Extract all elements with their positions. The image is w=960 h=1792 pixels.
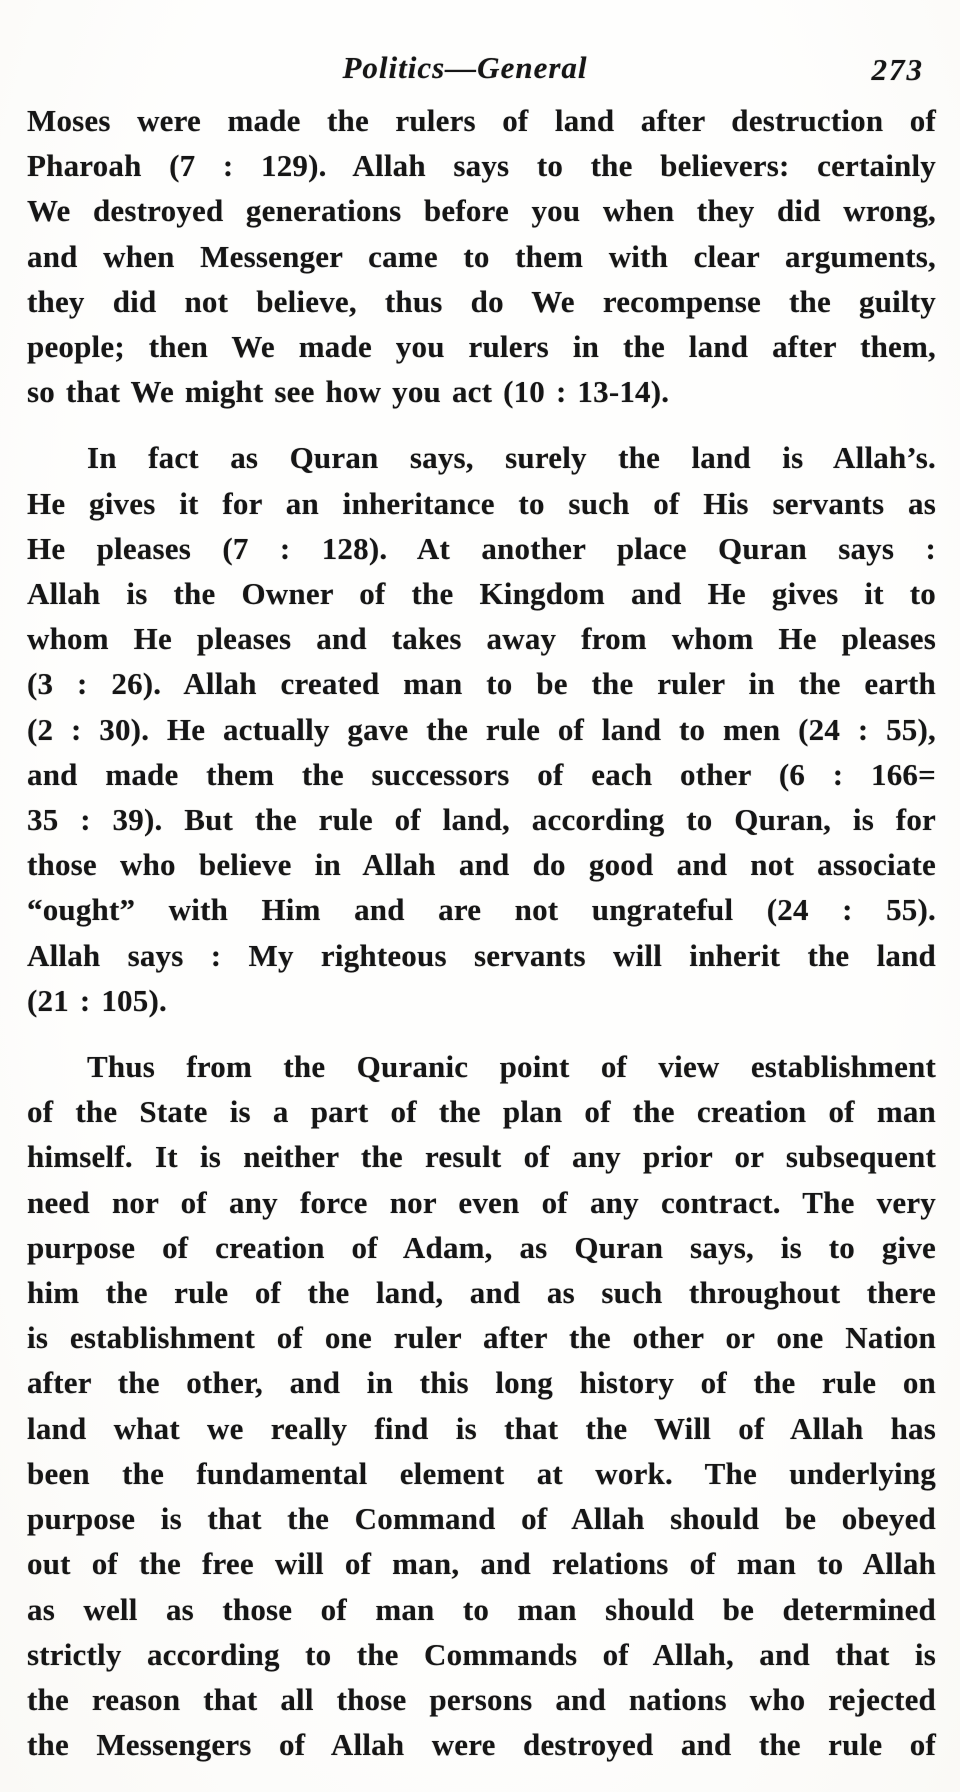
text-line: been the fundamental element at work. The underlying bbox=[27, 1455, 936, 1491]
text-line: strictly according to the Commands of Allah, and that is bbox=[27, 1636, 936, 1672]
page-body bbox=[27, 98, 936, 1767]
text-line: whom He pleases and takes away from whom He pleases bbox=[27, 621, 936, 657]
text-line: Pharoah (7 : 129). Allah says to the believers: certainly bbox=[27, 148, 936, 184]
page-number: 273 bbox=[871, 52, 924, 87]
paragraph bbox=[27, 98, 936, 414]
text-line: of the State is a part of the plan of the creation of man bbox=[27, 1094, 936, 1130]
text-line: the reason that all those persons and nations who rejected bbox=[27, 1681, 936, 1717]
text-line: those who believe in Allah and do good and not associate bbox=[27, 847, 936, 883]
text-line: as well as those of man to man should be determined bbox=[27, 1591, 936, 1627]
text-line: (21 : 105). bbox=[27, 982, 167, 1018]
text-line: Thus from the Quranic point of view establishment bbox=[87, 1049, 936, 1085]
text-line: Allah says : My righteous servants will inherit the land bbox=[27, 937, 936, 973]
text-line: We destroyed generations before you when they did wrong, bbox=[27, 193, 936, 229]
text-line: land what we really find is that the Will of Allah has bbox=[27, 1410, 936, 1446]
text-line: (3 : 26). Allah created man to be the ruler in the earth bbox=[27, 666, 936, 702]
text-line: after the other, and in this long history of the rule on bbox=[27, 1365, 936, 1401]
text-line: (2 : 30). He actually gave the rule of land to men (24 : 55), bbox=[27, 711, 936, 747]
text-line: He gives it for an inheritance to such of His servants as bbox=[27, 485, 936, 521]
paragraph bbox=[27, 435, 936, 1023]
text-line: and made them the successors of each other (6 : 166= bbox=[27, 756, 936, 792]
text-line: Allah is the Owner of the Kingdom and He gives it to bbox=[27, 576, 936, 612]
text-line: and when Messenger came to them with clear arguments, bbox=[27, 238, 936, 274]
text-line: In fact as Quran says, surely the land is Allah’s. bbox=[87, 440, 936, 476]
text-line: they did not believe, thus do We recompense the guilty bbox=[27, 283, 936, 319]
page-header bbox=[0, 50, 960, 92]
text-line: himself. It is neither the result of any prior or subsequent bbox=[27, 1139, 936, 1175]
text-line: Moses were made the rulers of land after destruction of bbox=[27, 103, 936, 138]
text-line: He pleases (7 : 128). At another place Quran says : bbox=[27, 530, 936, 566]
text-line: out of the free will of man, and relations of man to Allah bbox=[27, 1546, 936, 1582]
text-line: “ought” with Him and are not ungrateful (24 : 55). bbox=[27, 892, 936, 928]
text-line: is establishment of one ruler after the other or one Nation bbox=[27, 1320, 936, 1356]
text-line: purpose of creation of Adam, as Quran says, is to give bbox=[27, 1229, 936, 1265]
text-line: 35 : 39). But the rule of land, according to Quran, is for bbox=[27, 802, 936, 838]
running-title: Politics—General bbox=[342, 50, 588, 85]
text-line: need nor of any force nor even of any contract. The very bbox=[27, 1184, 936, 1220]
text-line: the Messengers of Allah were destroyed and the rule of bbox=[27, 1727, 936, 1763]
text-line: purpose is that the Command of Allah should be obeyed bbox=[27, 1501, 936, 1537]
text-line: so that We might see how you act (10 : 13-14). bbox=[27, 374, 670, 410]
paragraph bbox=[27, 1044, 936, 1767]
text-line: him the rule of the land, and as such throughout there bbox=[27, 1275, 936, 1311]
text-line: people; then We made you rulers in the land after them, bbox=[27, 329, 936, 365]
